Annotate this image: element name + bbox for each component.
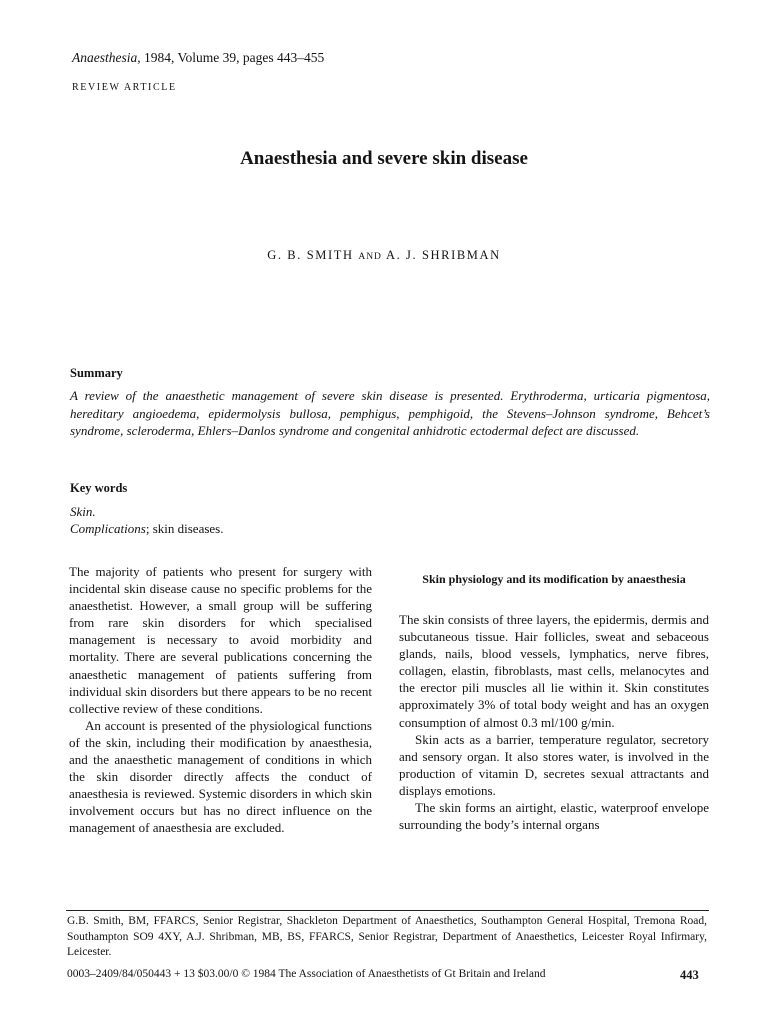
body-paragraph-3: The skin consists of three layers, the epidermis, dermis and subcutaneous tissue. Hair follicles, sweat and sebaceous glands, nails, blood vessels, lymphatics, nerve fibres, collagen, elastin, fibroblasts, mast cells, melanocytes and the erector pili muscles all lie within it. Skin constitutes approximately 3% of total body weight and has an oxygen consumption of almost 0.3 ml/100 g/min. bbox=[399, 612, 709, 730]
body-paragraph-4: Skin acts as a barrier, temperature regulator, secretory and sensory organ. It also stores water, is involved in the production of vitamin D, secretes sexual attractants and displays emotions. bbox=[399, 731, 709, 798]
subsection-heading: Skin physiology and its modification by anaesthesia bbox=[422, 572, 686, 586]
author-line bbox=[0, 248, 768, 263]
body-paragraph-5: The skin forms an airtight, elastic, waterproof envelope surrounding the body’s internal organs bbox=[399, 800, 709, 833]
keyword-complications: Complications bbox=[70, 521, 146, 536]
section-label: REVIEW ARTICLE bbox=[72, 82, 177, 93]
keyword-line-2 bbox=[70, 521, 223, 537]
summary-heading: Summary bbox=[70, 366, 123, 380]
author-conjunction: AND bbox=[358, 252, 382, 262]
right-column bbox=[399, 611, 709, 833]
article-title: Anaesthesia and severe skin disease bbox=[240, 148, 528, 169]
summary-text: A review of the anaesthetic management of severe skin disease is presented. Erythroderma, urticaria pigmentosa, hereditary angioedema, epidermolysis bullosa, pemphigus, pemphigoid, the Stevens–Johnson syndrome, Behcet’s syndrome, scleroderma, Ehlers–Danlos syndrome and congenital anhidrotic ectodermal defect are discussed. bbox=[70, 388, 710, 438]
journal-details: , 1984, Volume 39, pages 443–455 bbox=[137, 50, 325, 65]
left-column bbox=[69, 563, 372, 837]
keyword-line-1: Skin. bbox=[70, 504, 96, 519]
body-paragraph-2: An account is presented of the physiological functions of the skin, including their modification by anaesthesia, and the anaesthetic management of conditions in which the skin disorder directly affects the conduct of anaesthesia is reviewed. Systemic disorders in which skin involvement occurs but has no direct influence on the management of anaesthesia are excluded. bbox=[69, 717, 372, 836]
body-paragraph-1: The majority of patients who present for surgery with incidental skin disease cause no specific problems for the anaesthetist. However, a small group will be suffering from rare skin disorders for which specialised management is necessary to avoid morbidity and mortality. There are several publications concerning the anaesthetic management of patients suffering from individual skin disorders but there appears to be no recent collective review of these conditions. bbox=[69, 564, 372, 716]
author-1: G. B. SMITH bbox=[267, 248, 354, 262]
journal-citation bbox=[72, 50, 324, 66]
author-2: A. J. SHRIBMAN bbox=[385, 248, 501, 262]
author-affiliations: G.B. Smith, BM, FFARCS, Senior Registrar, Shackleton Department of Anaesthetics, Southampton General Hospital, Tremona Road, Southampton SO9 4XY, A.J. Shribman, MB, BS, FFARCS, Senior Registrar, Department of Anaesthetics, Leicester Royal Infirmary, Leicester. bbox=[67, 915, 707, 958]
footnote-rule bbox=[66, 910, 709, 911]
copyright-imprint: 0003–2409/84/050443 + 13 $03.00/0 © 1984 The Association of Anaesthetists of Gt Britain and Ireland bbox=[67, 968, 546, 980]
journal-name: Anaesthesia bbox=[72, 50, 138, 65]
keyword-skin-diseases: ; skin diseases. bbox=[145, 521, 224, 536]
page-number: 443 bbox=[680, 968, 699, 982]
keywords-heading: Key words bbox=[70, 481, 128, 495]
